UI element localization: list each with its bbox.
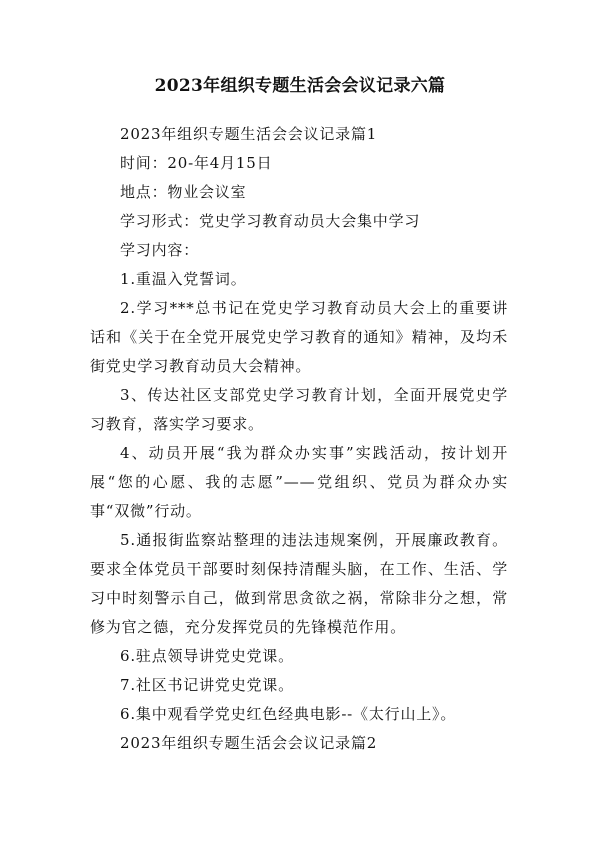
document-body (90, 120, 508, 758)
meeting-time: 时间：20-年4月15日 (120, 154, 273, 172)
meeting-location: 地点：物业会议室 (120, 183, 247, 201)
content-item-3: 3、传达社区支部党史学习教育计划，全面开展党史学习教育，落实学习要求。 (90, 386, 508, 433)
content-item-7: 7.社区书记讲党史党课。 (120, 676, 294, 694)
study-content-label: 学习内容： (120, 241, 200, 259)
content-item-6: 6.驻点领导讲党史党课。 (120, 647, 294, 665)
study-format: 学习形式：党史学习教育动员大会集中学习 (120, 212, 421, 230)
content-item-5: 5.通报街监察站整理的违法违规案例，开展廉政教育。要求全体党员干部要时刻保持清醒头脑，在工作、生活、学习中时刻警示自己，做到常思贪欲之祸，常除非分之想，常修为官之德，充分发挥党员的先锋模范作用。 (90, 531, 508, 636)
document-title: 2023年组织专题生活会会议记录六篇 (154, 76, 446, 96)
section-heading-2: 2023年组织专题生活会会议记录篇2 (120, 734, 378, 752)
content-item-4: 4、动员开展“我为群众办实事”实践活动，按计划开展“您的心愿、我的志愿”——党组织、党员为群众办实事“双微”行动。 (90, 444, 508, 520)
section-heading-1: 2023年组织专题生活会会议记录篇1 (120, 125, 378, 143)
content-item-1: 1.重温入党誓词。 (120, 270, 247, 288)
content-item-8: 6.集中观看学党史红色经典电影--《太行山上》。 (120, 705, 457, 723)
content-item-2: 2.学习***总书记在党史学习教育动员大会上的重要讲话和《关于在全党开展党史学习教育的通知》精神，及均禾街党史学习教育动员大会精神。 (90, 299, 508, 375)
